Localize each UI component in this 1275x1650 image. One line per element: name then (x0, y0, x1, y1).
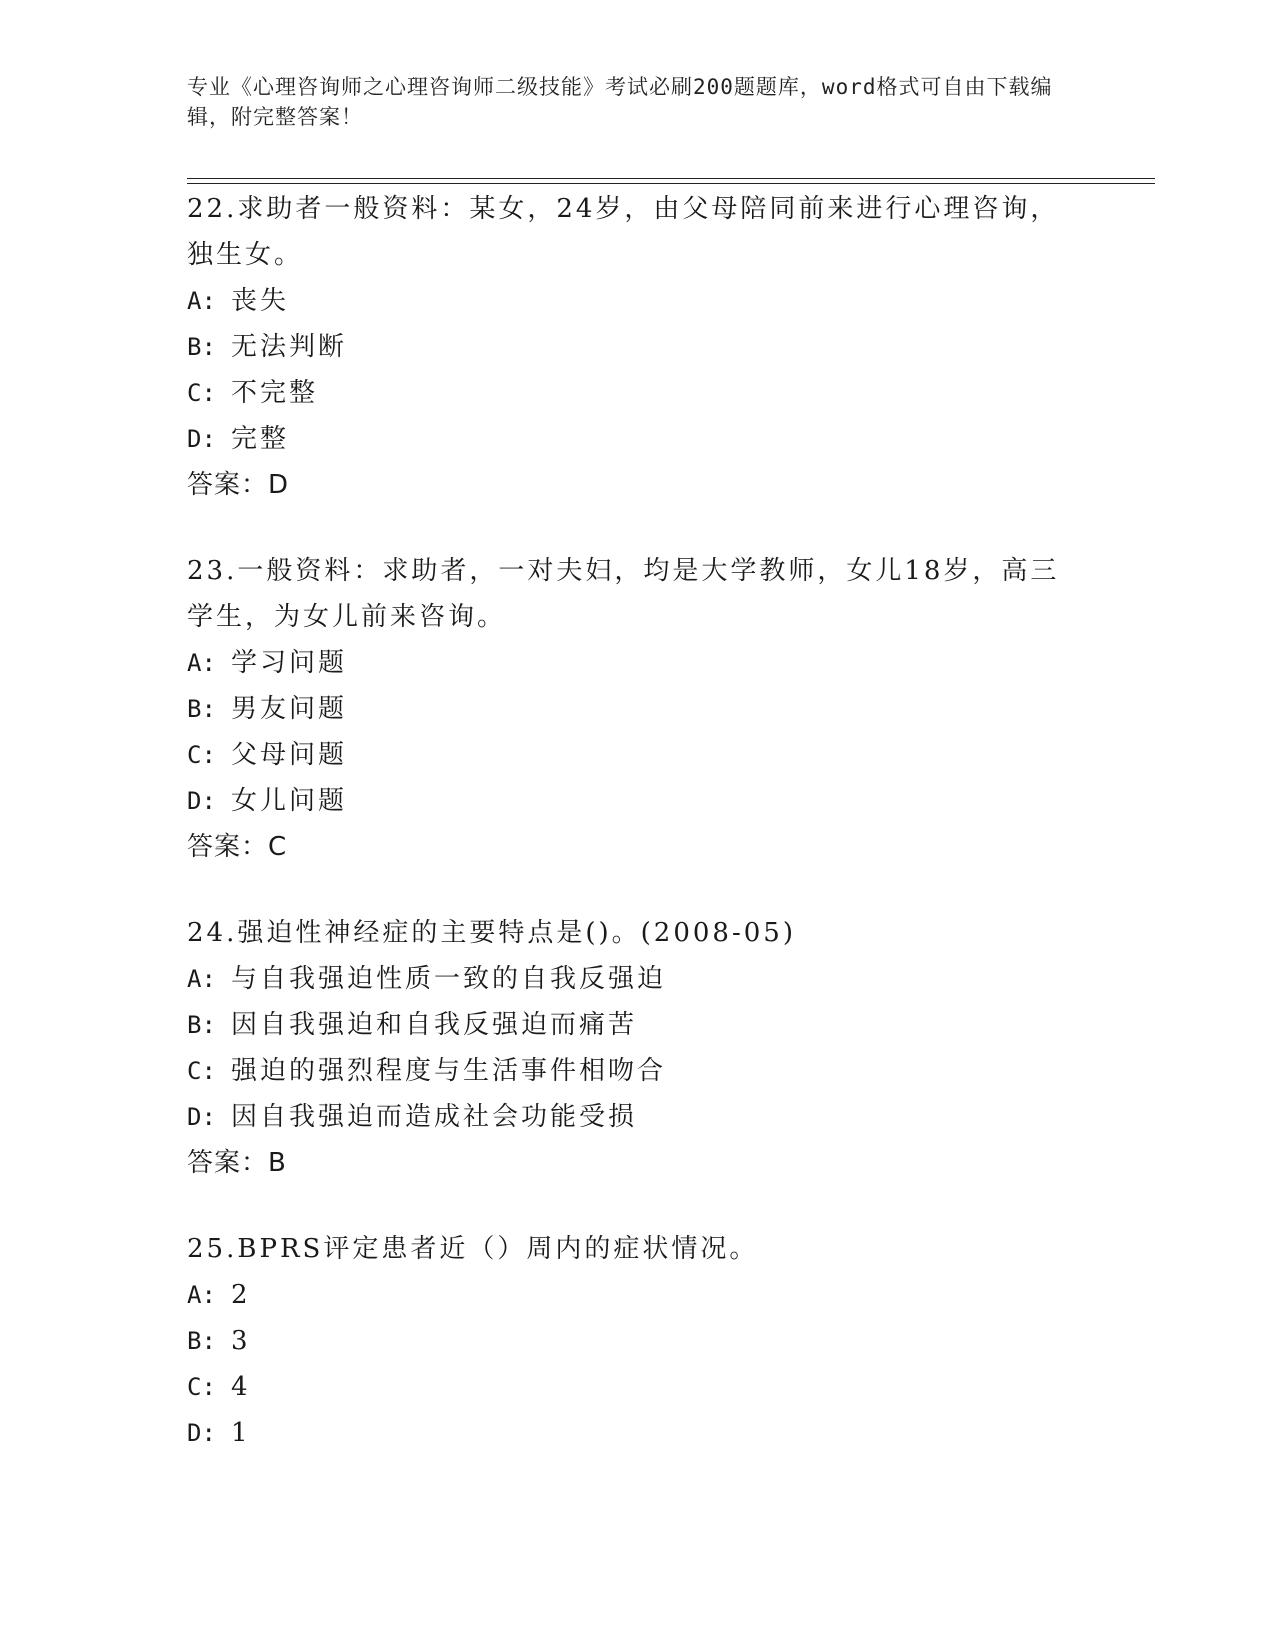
option-text: 学习问题 (231, 648, 348, 678)
option-text: 不完整 (231, 378, 319, 408)
option-letter: C: (187, 741, 216, 769)
option-letter: C: (187, 1057, 216, 1085)
option-letter: B: (187, 333, 216, 361)
option-d (187, 1410, 1087, 1456)
option-letter: D: (187, 787, 216, 815)
option-text: 2 (231, 1280, 251, 1310)
option-text: 丧失 (231, 286, 290, 316)
option-text: 女儿问题 (231, 786, 348, 816)
option-text: 因自我强迫和自我反强迫而痛苦 (231, 1010, 638, 1040)
answer-line: 答案：C (187, 832, 288, 862)
question-22 (187, 186, 1087, 508)
option-letter: A: (187, 1281, 216, 1309)
option-letter: B: (187, 695, 216, 723)
option-text: 强迫的强烈程度与生活事件相吻合 (231, 1056, 667, 1086)
option-letter: D: (187, 1419, 216, 1447)
option-text: 男友问题 (231, 694, 348, 724)
option-c (187, 732, 1087, 778)
option-d (187, 416, 1087, 462)
answer-line: 答案：B (187, 1148, 287, 1178)
option-text: 4 (231, 1372, 251, 1402)
option-d (187, 1094, 1087, 1140)
option-letter: B: (187, 1327, 216, 1355)
option-d (187, 778, 1087, 824)
option-a (187, 1272, 1087, 1318)
option-b (187, 324, 1087, 370)
question-stem: 23.一般资料：求助者，一对夫妇，均是大学教师，女儿18岁，高三学生，为女儿前来咨询。 (187, 556, 1060, 632)
option-letter: D: (187, 1103, 216, 1131)
option-c (187, 1048, 1087, 1094)
question-stem: 22.求助者一般资料：某女，24岁，由父母陪同前来进行心理咨询，独生女。 (187, 194, 1060, 270)
option-text: 与自我强迫性质一致的自我反强迫 (231, 964, 667, 994)
option-c (187, 1364, 1087, 1410)
answer-line: 答案：D (187, 470, 290, 500)
option-b (187, 686, 1087, 732)
option-a (187, 640, 1087, 686)
question-25 (187, 1226, 1087, 1456)
question-23 (187, 548, 1087, 870)
option-text: 因自我强迫而造成社会功能受损 (231, 1102, 638, 1132)
option-a (187, 278, 1087, 324)
option-letter: A: (187, 649, 216, 677)
option-text: 3 (231, 1326, 251, 1356)
option-letter: C: (187, 1373, 216, 1401)
option-letter: D: (187, 425, 216, 453)
option-text: 完整 (231, 424, 290, 454)
question-stem: 24.强迫性神经症的主要特点是()。(2008-05) (187, 918, 796, 948)
header-divider-bottom (187, 183, 1155, 184)
option-a (187, 956, 1087, 1002)
option-text: 1 (231, 1418, 251, 1448)
header-divider-top (187, 178, 1155, 179)
option-c (187, 370, 1087, 416)
option-b (187, 1318, 1087, 1364)
document-header: 专业《心理咨询师之心理咨询师二级技能》考试必刷200题题库，word格式可自由下载编辑，附完整答案！ (187, 75, 1053, 129)
question-stem: 25.BPRS评定患者近（）周内的症状情况。 (187, 1234, 759, 1264)
option-text: 父母问题 (231, 740, 348, 770)
option-letter: C: (187, 379, 216, 407)
option-letter: A: (187, 287, 216, 315)
option-text: 无法判断 (231, 332, 348, 362)
question-24 (187, 910, 1087, 1186)
question-list (187, 186, 1087, 1496)
option-letter: B: (187, 1011, 216, 1039)
option-letter: A: (187, 965, 216, 993)
option-b (187, 1002, 1087, 1048)
